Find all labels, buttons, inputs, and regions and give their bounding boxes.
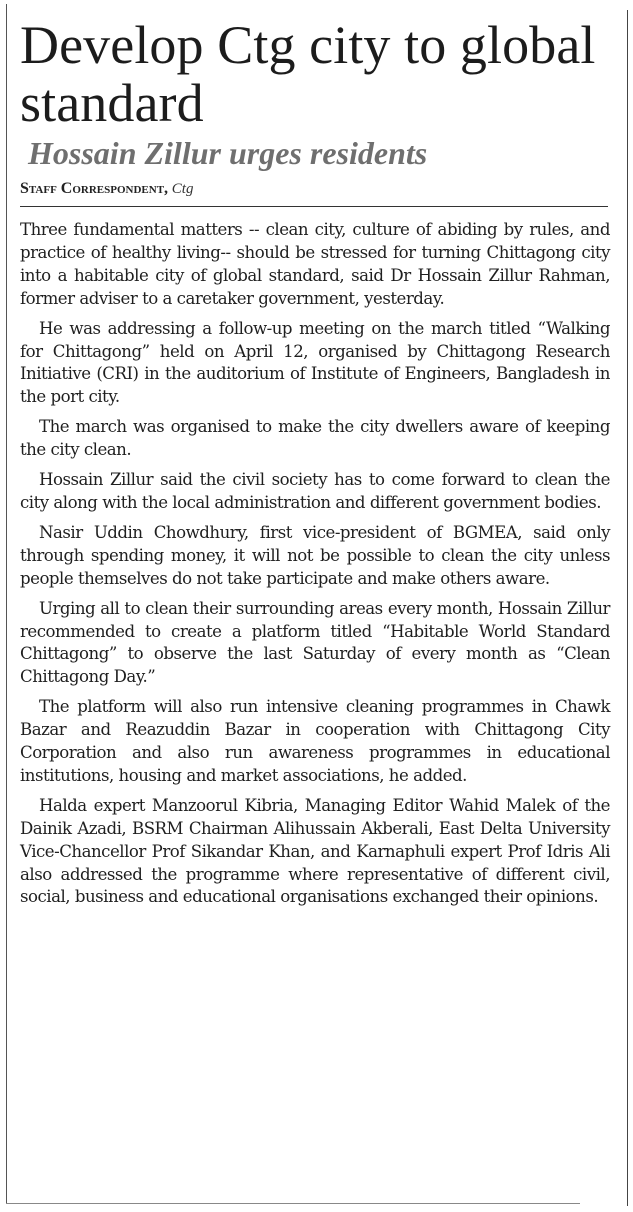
paragraph: Urging all to clean their surrounding areas every month, Hossain Zillur recommended to create a platform titled “Habitable World Standard Chittagong” to observe the last Saturday of every month as “Clean Chittagong Day.” [20,598,610,687]
paragraph: Hossain Zillur said the civil society has to come forward to clean the city along with the local administration and different government bodies. [20,470,610,512]
subheadline: Hossain Zillur urges residents [28,135,428,171]
left-column-rule [6,4,7,1204]
news-article [20,0,610,916]
headline: Develop Ctg city to global standard [20,15,596,133]
byline-location: Ctg [171,181,194,197]
paragraph: The march was organised to make the city dwellers aware of keeping the city clean. [20,417,610,460]
byline-author: Staff Correspondent, [20,180,169,197]
paragraph: Three fundamental matters -- clean city, culture of abiding by rules, and practice of healthy living-- should be stressed for turning Chittagong city into a habitable city of global standard, said Dr Hossain Zillur Rahman, former adviser to a caretaker government, yesterday. [20,220,610,308]
paragraph: Halda expert Manzoorul Kibria, Managing Editor Wahid Malek of the Dainik Azadi, BSRM Chairman Alihussain Akberali, East Delta University Vice-Chancellor Prof Sikandar Khan, and Karnaphuli expert Prof Idris Ali also addressed the programme where representative of different civil, social, business and educational organisations exchanged their opinions. [20,795,610,907]
article-body [20,219,610,909]
paragraph: He was addressing a follow-up meeting on the march titled “Walking for Chittagong” held on April 12, organised by Chittagong Research Initiative (CRI) in the auditorium of Institute of Engineers, Bangladesh in the port city. [20,318,610,407]
byline [20,178,610,200]
right-column-rule [627,10,628,1206]
bottom-rule [6,1203,580,1204]
byline-divider [20,206,608,207]
paragraph: Nasir Uddin Chowdhury, first vice-president of BGMEA, said only through spending money, it will not be possible to clean the city unless people themselves do not take participate and make others aware. [20,522,610,588]
paragraph: The platform will also run intensive cleaning programmes in Chawk Bazar and Reazuddin Bazar in cooperation with Chittagong City Corporation and also run awareness programmes in educational institutions, housing and market associations, he added. [20,697,610,785]
